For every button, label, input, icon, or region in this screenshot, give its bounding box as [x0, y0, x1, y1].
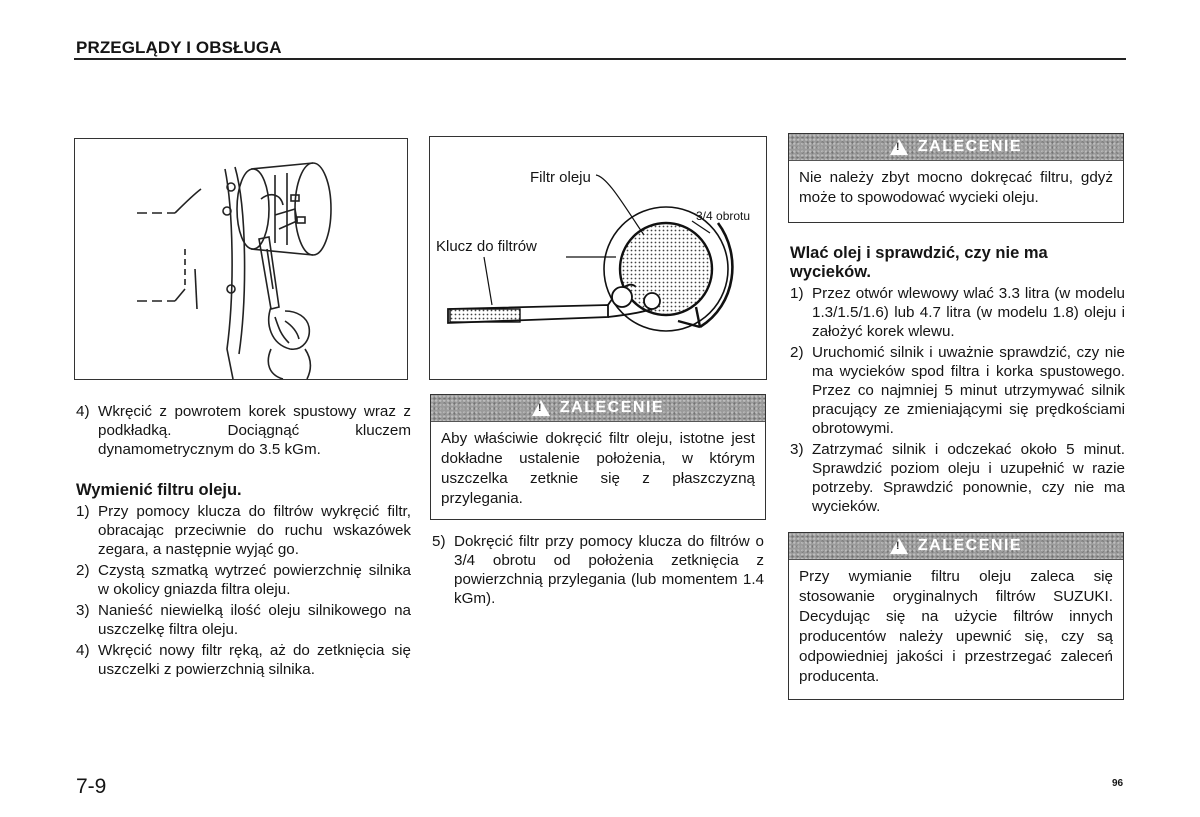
section-heading-filter-change: Wymienić filtru oleju. — [76, 481, 242, 499]
turn-label: 3/4 obrotu — [696, 209, 751, 223]
warning-triangle-icon — [532, 400, 550, 416]
step-item: 5) Dokręcić filtr przy pomocy klucza do filtrów o 3/4 obrotu od położenia zetknięcia z powierzchnią przylegania (lub momentem 1.4 kGm). — [432, 533, 764, 607]
warning-text: Aby właściwie dokręcić filtr oleju, istotne jest dokładne ustalenie położenia, w którym uszczelka zetknie się z płaszczyzną przylegania. — [441, 430, 755, 507]
warning-triangle-icon — [890, 139, 908, 155]
column-left — [76, 402, 411, 681]
warning-text: Nie należy zbyt mocno dokręcać filtru, gdyż może to spowodować wycieki oleju. — [799, 169, 1113, 206]
step-item: 3) Zatrzymać silnik i odczekać około 5 minut. Sprawdzić poziom oleju i uzupełnić w razie potrzeby. Sprawdzić ponownie, czy nie ma wycieków. — [790, 441, 1125, 515]
step-item: 2) Czystą szmatką wytrzeć powierzchnię silnika w okolicy gniazda filtra oleju. — [76, 562, 411, 598]
step-item: 4) Wkręcić nowy filtr ręką, aż do zetknięcia się uszczelki z powierzchnią silnika. — [76, 642, 411, 678]
wrench-label: Klucz do filtrów — [436, 238, 537, 255]
step-item: 2) Uruchomić silnik i uważnie sprawdzić, czy nie ma wycieków spod filtra i korka spustowego. Przez co najmniej 5 minut utrzymywać silnik pracujący ze zmieniającymi się prędkościami obrotowymi. — [790, 344, 1125, 437]
warning-box-genuine-filters — [788, 532, 1124, 700]
page-header-title: PRZEGLĄDY I OBSŁUGA — [76, 38, 282, 57]
warning-triangle-icon — [890, 538, 908, 554]
filter-wrench-drawing — [430, 137, 766, 379]
filter-wrench-diagram — [429, 136, 767, 380]
warning-header: ! ZALECENIE — [789, 134, 1123, 161]
step-item: 3) Nanieść niewielką ilość oleju silnikowego na uszczelkę filtra oleju. — [76, 602, 411, 638]
warning-text: Przy wymianie filtru oleju zaleca się stosowanie oryginalnych filtrów SUZUKI. Decydując się na użycie filtrów innych producentów należy upewnić się, czy są odpowiedniej jakości i przestrzegać zaleceń producenta. — [799, 568, 1113, 685]
header-divider — [74, 58, 1126, 60]
corner-number: 96 — [1112, 778, 1124, 789]
warning-box-tightening — [430, 394, 766, 520]
warning-box-overtighten — [788, 133, 1124, 223]
warning-header: ! ZALECENIE — [789, 533, 1123, 560]
section-heading-oil-fill: Wlać olej i sprawdzić, czy nie ma wycieków. — [790, 244, 1048, 281]
step-item: 1) Przy pomocy klucza do filtrów wykręcić filtr, obracając przeciwnie do ruchu wskazówek zegara, a następnie wyjąć go. — [76, 503, 411, 558]
step-item: 1) Przez otwór wlewowy wlać 3.3 litra (w modelu 1.3/1.5/1.6) lub 4.7 litra (w modelu 1.8) oleju i założyć korek wlewu. — [790, 285, 1125, 340]
step-item: 4) Wkręcić z powrotem korek spustowy wraz z podkładką. Dociągnąć kluczem dynamometrycznym do 3.5 kGm. — [76, 403, 411, 458]
column-right — [790, 244, 1125, 518]
filter-label: Filtr oleju — [530, 169, 591, 186]
column-middle — [432, 532, 764, 610]
page-number: 7-9 — [76, 775, 107, 798]
wrench-removal-illustration — [74, 138, 408, 380]
warning-header: ! ZALECENIE — [431, 395, 765, 422]
engine-filter-drawing — [75, 139, 407, 379]
